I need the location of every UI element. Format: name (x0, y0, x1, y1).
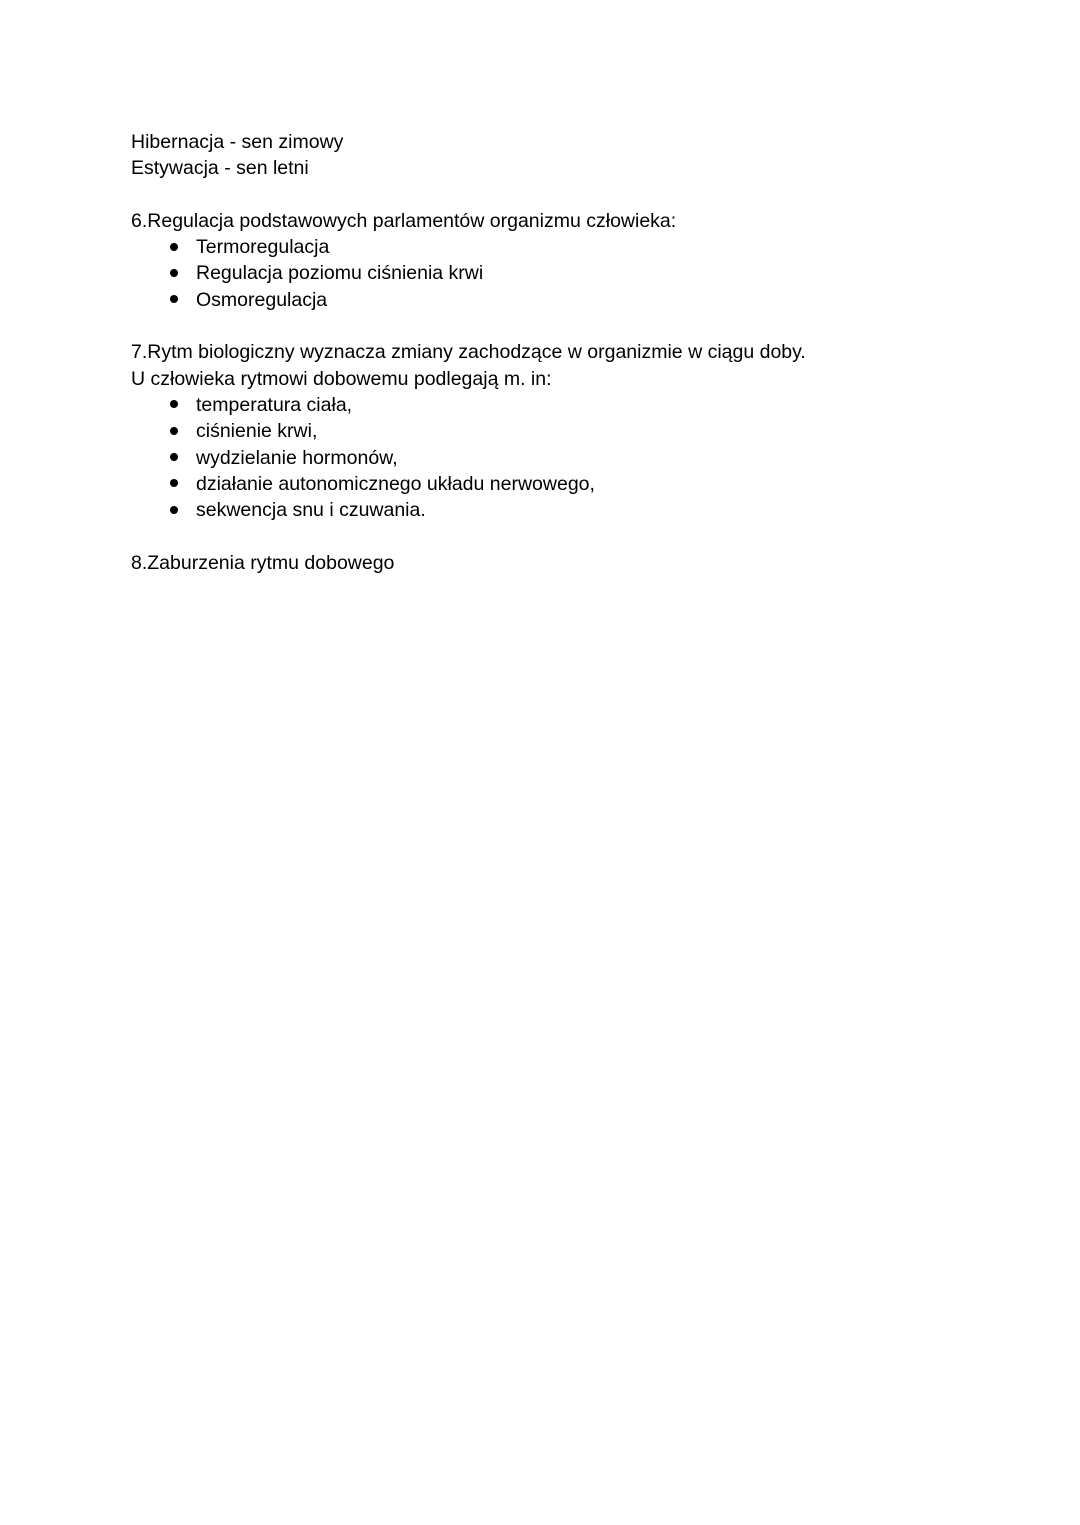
list-item: temperatura ciała, (131, 392, 991, 418)
bullet-icon (167, 445, 181, 471)
paragraph-spacer (131, 523, 991, 549)
list-item: sekwencja snu i czuwania. (131, 497, 991, 523)
list-item: Regulacja poziomu ciśnienia krwi (131, 260, 991, 286)
list-item: wydzielanie hormonów, (131, 445, 991, 471)
paragraph-spacer (131, 313, 991, 339)
bullet-icon (167, 287, 181, 313)
bullet-icon (167, 392, 181, 418)
intro-hibernation-line: Hibernacja - sen zimowy (131, 131, 344, 153)
section-6-list (131, 234, 991, 313)
bullet-icon (167, 260, 181, 286)
section-7-list (131, 392, 991, 523)
section-8-heading: 8.Zaburzenia rytmu dobowego (131, 551, 395, 574)
list-item: działanie autonomicznego układu nerwowego, (131, 471, 991, 497)
paragraph-spacer (131, 182, 991, 208)
intro-estivation-line: Estywacja - sen letni (131, 157, 309, 180)
bullet-icon (167, 471, 181, 497)
list-item: Termoregulacja (131, 234, 991, 260)
section-6-heading: 6.Regulacja podstawowych parlamentów organizmu człowieka: (131, 209, 677, 232)
section-7-heading: 7.Rytm biologiczny wyznacza zmiany zachodzące w organizmie w ciągu doby. (131, 341, 806, 364)
bullet-icon (167, 418, 181, 444)
bullet-icon (167, 497, 181, 523)
section-7-subheading: U człowieka rytmowi dobowemu podlegają m. in: (131, 367, 552, 390)
bullet-icon (167, 234, 181, 260)
list-item: ciśnienie krwi, (131, 418, 991, 444)
list-item: Osmoregulacja (131, 287, 991, 313)
document-body (131, 129, 991, 576)
